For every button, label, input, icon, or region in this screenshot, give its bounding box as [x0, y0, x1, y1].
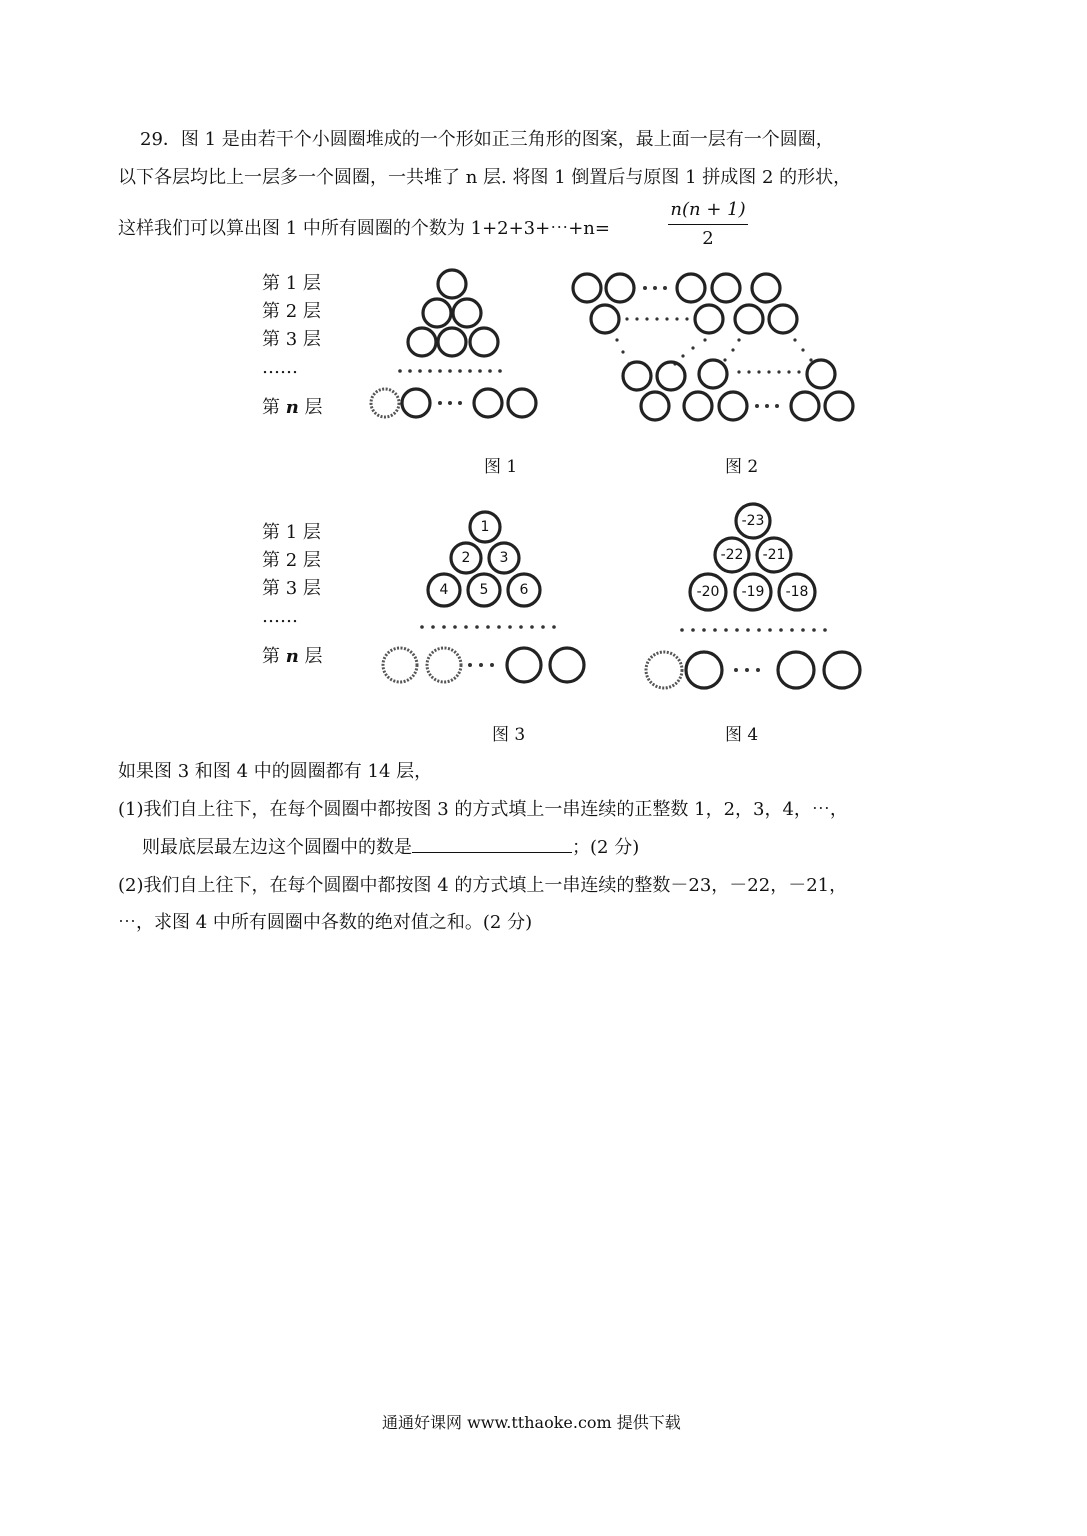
- fig2-circle: [657, 362, 685, 390]
- fig2-circle: [684, 392, 712, 420]
- fig2-circle: [735, 305, 763, 333]
- fig3-circle: [550, 648, 584, 682]
- question-1-line-2: 则最底层最左边这个圆圈中的数是 ；(2 分): [142, 834, 639, 861]
- question-2-line-1: (2)我们自上往下，在每个圆圈中都按图 4 的方式填上一串连续的整数－23，－22，－21，: [118, 875, 848, 896]
- fig1-layer-ellipsis: ……: [262, 357, 298, 378]
- fig4-number: -18: [785, 584, 809, 600]
- fig2-circle: [712, 274, 740, 302]
- fig4-dotted-row: [680, 628, 827, 632]
- fig2-circle: [606, 274, 634, 302]
- fig3-layer-n-label: 第 n 层: [262, 646, 323, 667]
- fig1-circle: [438, 328, 466, 356]
- fig4-number: -22: [720, 547, 744, 563]
- fig2-circle: [573, 274, 601, 302]
- caption-fig1: 图 1: [484, 457, 518, 477]
- fig3-number: 2: [461, 550, 471, 566]
- fig3-circle: [427, 648, 461, 682]
- fig2-circle: [719, 392, 747, 420]
- figure-1-triangle: [360, 265, 560, 425]
- fig2-circle: [623, 362, 651, 390]
- fig3-dotted-row: [420, 625, 556, 629]
- fig1-circle: [474, 389, 502, 417]
- fig1-circle: [408, 328, 436, 356]
- fig2-circle: [591, 305, 619, 333]
- fig4-number: -20: [696, 584, 720, 600]
- fig1-dotted-row: [398, 369, 502, 373]
- fig1-circle: [470, 328, 498, 356]
- fig3-circle: [383, 648, 417, 682]
- fig3-number: 1: [480, 519, 490, 535]
- formula-fraction: [668, 198, 748, 251]
- page-footer: 通通好课网 www.tthaoke.com 提供下载: [382, 1413, 681, 1432]
- fig1-circle: [453, 299, 481, 327]
- problem-line-2: 以下各层均比上一层多一个圆圈，一共堆了 n 层. 将图 1 倒置后与原图 1 拼成图 2 的形状，: [118, 167, 852, 188]
- figure-4-triangle: [632, 500, 872, 690]
- fig1-circle: [508, 389, 536, 417]
- fig1-layer-1-label: 第 1 层: [262, 273, 321, 294]
- fig4-circle: [778, 652, 814, 688]
- figure-2-parallelogram: [565, 268, 865, 428]
- fig2-dotted-row: [625, 317, 688, 320]
- fig2-circle: [695, 305, 723, 333]
- question-intro: 如果图 3 和图 4 中的圆圈都有 14 层，: [118, 761, 433, 782]
- fig4-circle: [686, 652, 722, 688]
- fig2-circle: [825, 392, 853, 420]
- fig1-layer-2-label: 第 2 层: [262, 301, 321, 322]
- fig2-circle: [752, 274, 780, 302]
- fig3-number: 6: [519, 582, 529, 598]
- fig4-number: -21: [762, 547, 786, 563]
- fig2-circle: [641, 392, 669, 420]
- fig4-circle: [824, 652, 860, 688]
- fig4-number: -19: [741, 584, 765, 600]
- fig4-circle: [646, 652, 682, 688]
- caption-fig4: 图 4: [725, 725, 759, 745]
- fraction-numerator: n(n + 1): [670, 199, 746, 220]
- figure-3-triangle: [370, 508, 610, 693]
- fig1-layer-n-label: 第 n 层: [262, 397, 323, 418]
- fig2-circle: [699, 360, 727, 388]
- caption-fig2: 图 2: [725, 457, 759, 477]
- fig1-circle: [371, 389, 399, 417]
- fraction-bar: [668, 224, 748, 225]
- question-2-line-2: ⋯，求图 4 中所有圆圈中各数的绝对值之和。(2 分): [118, 912, 533, 933]
- fig3-layer-1-label: 第 1 层: [262, 522, 321, 543]
- fig3-circle: [507, 648, 541, 682]
- fig4-number: -23: [741, 513, 765, 529]
- fig2-circle: [677, 274, 705, 302]
- fig1-layer-3-label: 第 3 层: [262, 329, 321, 350]
- problem-line-1: 29．图 1 是由若干个小圆圈堆成的一个形如正三角形的图案，最上面一层有一个圆圈，: [140, 129, 834, 150]
- fig2-circle: [769, 305, 797, 333]
- fig3-layer-2-label: 第 2 层: [262, 550, 321, 571]
- fig1-circle: [423, 299, 451, 327]
- fraction-denominator: 2: [702, 228, 714, 249]
- fig2-circle: [807, 360, 835, 388]
- fig1-circle: [402, 389, 430, 417]
- problem-line-3: 这样我们可以算出图 1 中所有圆圈的个数为 1+2+3+⋯+n=: [118, 218, 610, 239]
- fig3-number: 5: [479, 582, 489, 598]
- fig3-layer-3-label: 第 3 层: [262, 578, 321, 599]
- caption-fig3: 图 3: [492, 725, 526, 745]
- answer-blank[interactable]: [412, 834, 572, 853]
- fig3-number: 3: [499, 550, 509, 566]
- question-1-line-1: (1)我们自上往下，在每个圆圈中都按图 3 的方式填上一串连续的正整数 1，2，3，4，⋯，: [118, 799, 848, 820]
- fig3-number: 4: [439, 582, 449, 598]
- fig2-circle: [791, 392, 819, 420]
- fig1-circle: [438, 270, 466, 298]
- fig3-layer-ellipsis: ……: [262, 606, 298, 627]
